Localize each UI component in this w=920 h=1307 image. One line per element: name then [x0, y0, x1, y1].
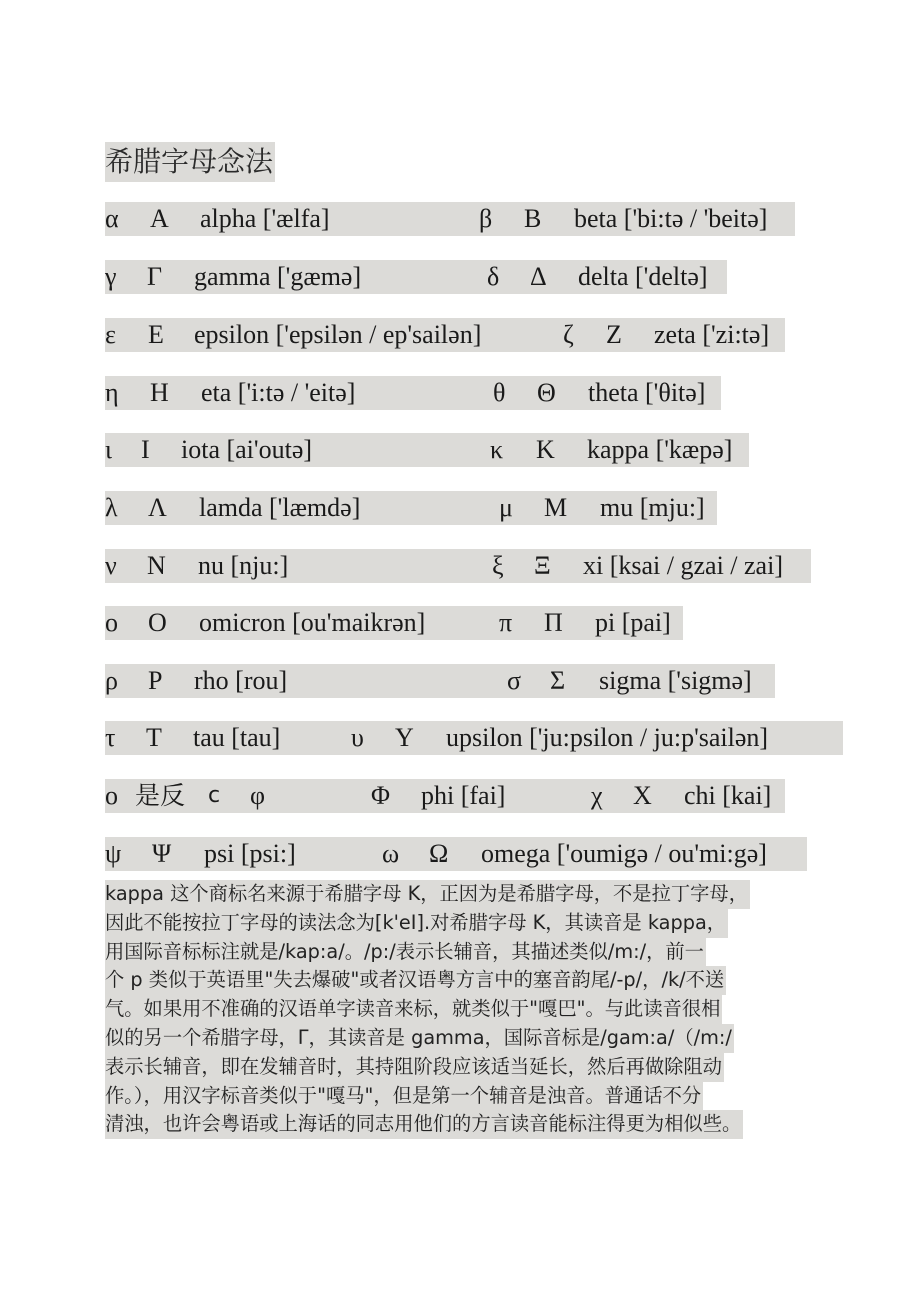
letter-row	[105, 606, 683, 640]
lowercase-letter: ο	[105, 608, 118, 637]
paragraph-line: 作。），用汉字标音类似于"嘎马"，但是第一个辅音是浊音。普通话不分	[105, 1082, 817, 1111]
reversed-note: 是反	[135, 781, 186, 810]
uppercase-letter: Z	[606, 320, 622, 349]
lowercase-letter: α	[105, 204, 119, 233]
letter-name: tau [tau]	[193, 723, 281, 752]
letter-name: gamma ['gæmə]	[194, 262, 362, 291]
paragraph-line: 表示长辅音，即在发辅音时，其持阻阶段应该适当延长，然后再做除阻动	[105, 1053, 817, 1082]
uppercase-letter: Y	[395, 723, 414, 752]
paragraph-line: 似的另一个希腊字母，Γ，其读音是 gamma，国际音标是/gam:a/（/m:/	[105, 1024, 817, 1053]
paragraph-line: 气。如果用不准确的汉语单字读音来标，就类似于"嘎巴"。与此读音很相	[105, 995, 817, 1024]
lowercase-letter: ε	[105, 320, 116, 349]
uppercase-letter: N	[147, 551, 166, 580]
lowercase-letter: π	[499, 608, 513, 637]
uppercase-letter: T	[146, 723, 162, 752]
uppercase-letter: Γ	[147, 262, 163, 291]
uppercase-letter: Λ	[148, 493, 167, 522]
letter-row	[105, 491, 717, 525]
uppercase-letter: Σ	[550, 666, 566, 695]
uppercase-letter: H	[150, 378, 169, 407]
letter-name: zeta ['zi:tə]	[654, 320, 770, 349]
letter-row	[105, 433, 749, 467]
letter-name: alpha ['ælfa]	[200, 204, 330, 233]
lowercase-letter: κ	[490, 435, 504, 464]
letter-name: delta ['deltə]	[578, 262, 708, 291]
letter-name: iota [ai'outə]	[181, 435, 313, 464]
letter-name: rho [rou]	[194, 666, 288, 695]
lowercase-letter: ζ	[563, 320, 574, 349]
letter-row	[105, 202, 795, 236]
letter-name: xi [ksai / gzai / zai]	[583, 551, 783, 580]
uppercase-letter: X	[633, 781, 652, 810]
letter-name: sigma ['sigmə]	[599, 666, 752, 695]
lowercase-letter: θ	[493, 378, 506, 407]
letter-name: eta ['i:tə / 'eitə]	[201, 378, 356, 407]
letter-name: kappa ['kæpə]	[587, 435, 733, 464]
letter-name: omicron [ou'maikrən]	[199, 608, 426, 637]
uppercase-letter: P	[148, 666, 163, 695]
lowercase-letter: λ	[105, 493, 118, 522]
uppercase-letter: Π	[544, 608, 563, 637]
paragraph-line: kappa 这个商标名来源于希腊字母 K，正因为是希腊字母，不是拉丁字母，	[105, 880, 817, 909]
letter-name: theta ['θitə]	[588, 378, 706, 407]
letter-row	[105, 318, 785, 352]
lowercase-letter: ξ	[492, 551, 504, 580]
lowercase-letter: υ	[351, 723, 364, 752]
letter-name: epsilon ['epsilən / ep'sailən]	[194, 320, 482, 349]
letter-row	[105, 260, 727, 294]
lowercase-letter: χ	[591, 781, 603, 810]
letter-name: mu [mju:]	[600, 493, 705, 522]
lowercase-letter: ρ	[105, 666, 118, 695]
lowercase-letter: ι	[105, 435, 112, 464]
uppercase-letter: M	[544, 493, 568, 522]
lowercase-letter: ψ	[105, 839, 122, 868]
lowercase-letter: φ	[250, 781, 266, 810]
letter-name: phi [fai]	[421, 781, 506, 810]
lowercase-letter: δ	[487, 262, 500, 291]
paragraph-line: 用国际音标标注就是/kap:a/。/p:/表示长辅音，其描述类似/m:/，前一	[105, 938, 817, 967]
letter-name: pi [pai]	[595, 608, 671, 637]
uppercase-letter: Ξ	[534, 551, 551, 580]
lowercase-letter: ν	[105, 551, 117, 580]
letter-name: upsilon ['ju:psilon / ju:p'sailən]	[446, 723, 769, 752]
letter-name: chi [kai]	[684, 781, 772, 810]
lowercase-letter: η	[105, 378, 119, 407]
uppercase-letter: O	[148, 608, 167, 637]
letter-row	[105, 549, 811, 583]
page-title: 希腊字母念法	[105, 142, 275, 182]
lowercase-letter: ω	[382, 839, 400, 868]
letter-name: omega ['oumigə / ou'mi:gə]	[481, 839, 767, 868]
lowercase-letter: μ	[499, 493, 513, 522]
letter-name: psi [psi:]	[204, 839, 296, 868]
uppercase-letter: Θ	[537, 378, 556, 407]
letter-row	[105, 837, 807, 871]
uppercase-letter: K	[536, 435, 555, 464]
uppercase-letter: A	[150, 204, 169, 233]
lowercase-letter: β	[479, 204, 493, 233]
uppercase-letter: B	[524, 204, 542, 233]
letter-name: nu [nju:]	[198, 551, 289, 580]
letter-name: lamda ['læmdə]	[199, 493, 361, 522]
lowercase-letter: σ	[507, 666, 522, 695]
uppercase-letter: I	[141, 435, 150, 464]
uppercase-letter: Ψ	[152, 839, 172, 868]
lowercase-letter: τ	[105, 723, 116, 752]
reversed-c: c	[208, 783, 221, 808]
letter-row	[105, 779, 785, 813]
letter-name: beta ['bi:tə / 'beitə]	[574, 204, 768, 233]
paragraph-line: 个 p 类似于英语里"失去爆破"或者汉语粤方言中的塞音韵尾/-p/，/k/不送	[105, 966, 817, 995]
uppercase-letter: E	[148, 320, 164, 349]
uppercase-letter: Φ	[371, 781, 391, 810]
kappa-explanation-paragraph	[105, 880, 817, 1139]
uppercase-letter: Ω	[429, 839, 449, 868]
uppercase-letter: Δ	[530, 262, 547, 291]
lowercase-letter: ο	[105, 781, 118, 810]
lowercase-letter: γ	[105, 262, 117, 291]
paragraph-line: 清浊，也许会粤语或上海话的同志用他们的方言读音能标注得更为相似些。	[105, 1110, 817, 1139]
letter-row	[105, 721, 843, 755]
letter-row	[105, 664, 775, 698]
letter-row	[105, 376, 721, 410]
paragraph-line: 因此不能按拉丁字母的读法念为[k'eI].对希腊字母 K，其读音是 kappa，	[105, 909, 817, 938]
